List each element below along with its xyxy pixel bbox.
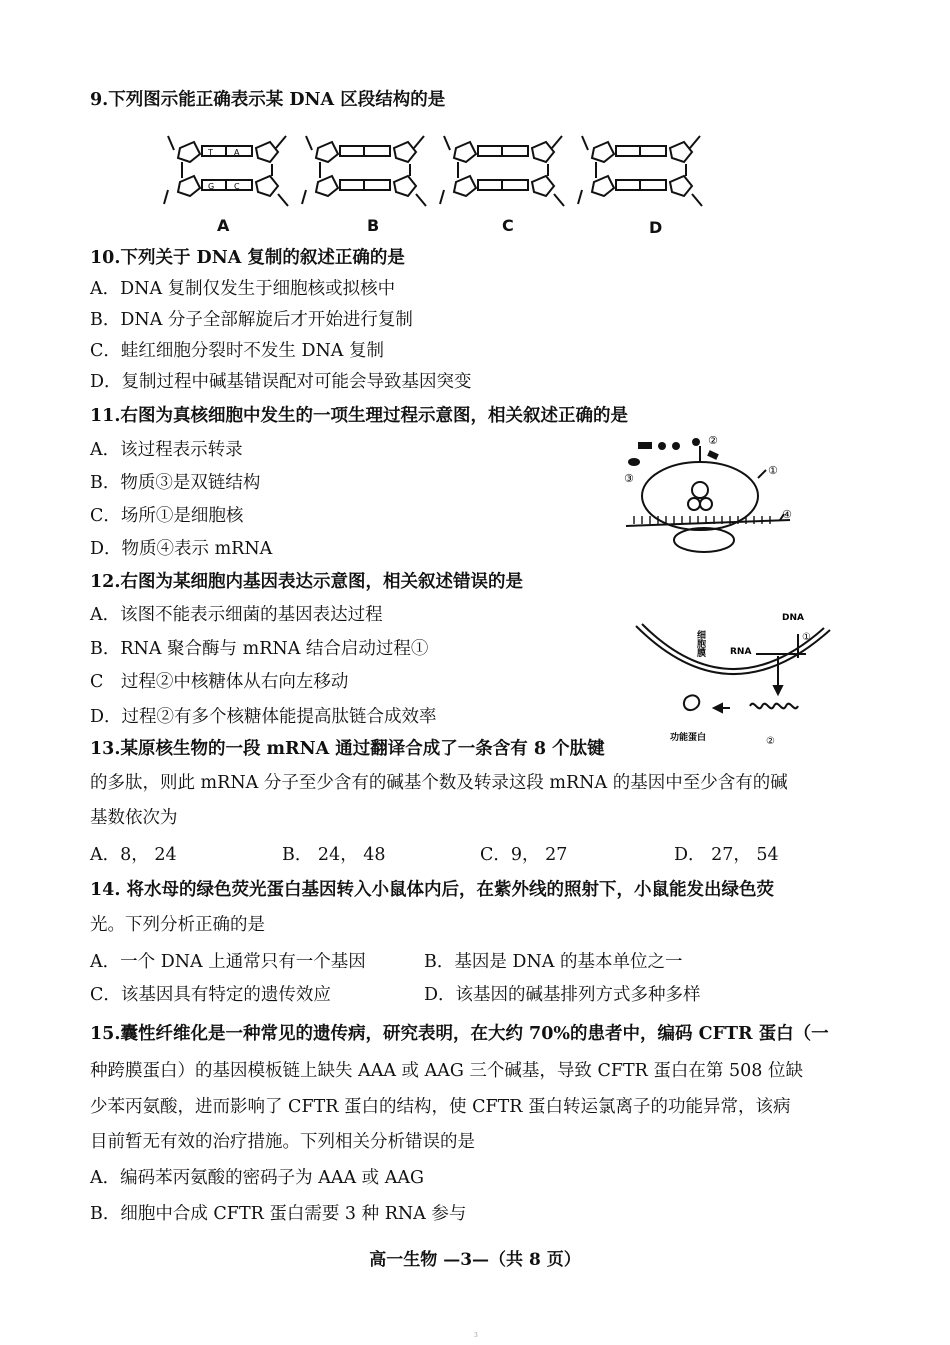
q12-fig-p1: ① bbox=[802, 632, 811, 643]
q12-fig-rna: RNA bbox=[730, 647, 752, 657]
q11-option-c: C．场所①是细胞核 bbox=[90, 506, 244, 526]
q14-option-a: A．一个 DNA 上通常只有一个基因 bbox=[90, 952, 366, 972]
q11-option-a: A．该过程表示转录 bbox=[90, 440, 243, 460]
q11-option-b: B．物质③是双链结构 bbox=[90, 473, 261, 493]
q9-stem: 9.下列图示能正确表示某 DNA 区段结构的是 bbox=[90, 90, 446, 110]
page-number-dot: 3 bbox=[474, 1332, 478, 1339]
q12-gene-expression-figure bbox=[630, 610, 840, 750]
q12-option-c: C 过程②中核糖体从右向左移动 bbox=[90, 672, 349, 692]
q11-translation-figure bbox=[620, 436, 800, 556]
q10-option-b: B．DNA 分子全部解旋后才开始进行复制 bbox=[90, 310, 413, 330]
q10-option-c: C．蛙红细胞分裂时不发生 DNA 复制 bbox=[90, 341, 384, 361]
q12-stem: 12.右图为某细胞内基因表达示意图，相关叙述错误的是 bbox=[90, 572, 523, 592]
q15-option-b: B．细胞中合成 CFTR 蛋白需要 3 种 RNA 参与 bbox=[90, 1204, 467, 1224]
q13-line-3: 基数依次为 bbox=[90, 808, 178, 828]
q12-fig-p2: ② bbox=[766, 736, 775, 747]
q9-label-d: D bbox=[649, 218, 663, 237]
q9-label-b: B bbox=[367, 216, 380, 235]
q15-option-a: A．编码苯丙氨酸的密码子为 AAA 或 AAG bbox=[90, 1168, 424, 1188]
q11-fig-label-2: ② bbox=[708, 436, 718, 447]
page-footer: 高一生物 —3—（共 8 页） bbox=[369, 1250, 581, 1270]
q11-fig-label-4: ④ bbox=[782, 508, 792, 521]
q10-option-d: D．复制过程中碱基错误配对可能会导致基因突变 bbox=[90, 372, 472, 392]
q13-option-b: B． 24， 48 bbox=[282, 845, 386, 865]
q14-line-1: 14. 将水母的绿色荧光蛋白基因转入小鼠体内后，在紫外线的照射下，小鼠能发出绿色荧 bbox=[90, 880, 775, 900]
q11-fig-label-3: ③ bbox=[624, 472, 634, 485]
q13-option-a: A．8， 24 bbox=[90, 845, 177, 865]
q9-label-a: A bbox=[217, 216, 230, 235]
q14-option-d: D．该基因的碱基排列方式多种多样 bbox=[424, 985, 701, 1005]
q13-line-1: 13.某原核生物的一段 mRNA 通过翻译合成了一条含有 8 个肽键 bbox=[90, 739, 605, 759]
q12-fig-protein: 功能蛋白 bbox=[670, 733, 707, 743]
q13-line-2: 的多肽，则此 mRNA 分子至少含有的碱基个数及转录这段 mRNA 的基因中至少含有的碱 bbox=[90, 773, 788, 793]
q9-label-c: C bbox=[502, 216, 514, 235]
q13-option-c: C．9， 27 bbox=[480, 845, 568, 865]
q12-fig-membrane: 细胞膜 bbox=[695, 630, 705, 657]
q15-line-3: 少苯丙氨酸，进而影响了 CFTR 蛋白的结构，使 CFTR 蛋白转运氯离子的功能异常，该病 bbox=[90, 1097, 791, 1117]
q15-line-1: 15.囊性纤维化是一种常见的遗传病，研究表明，在大约 70%的患者中，编码 CFTR 蛋白（一 bbox=[90, 1024, 829, 1044]
q14-option-c: C．该基因具有特定的遗传效应 bbox=[90, 985, 331, 1005]
q11-option-d: D．物质④表示 mRNA bbox=[90, 539, 273, 559]
q15-line-4: 目前暂无有效的治疗措施。下列相关分析错误的是 bbox=[90, 1132, 475, 1152]
q12-option-b: B．RNA 聚合酶与 mRNA 结合启动过程① bbox=[90, 639, 429, 659]
q12-fig-dna: DNA bbox=[782, 613, 804, 623]
svg-text:G: G bbox=[208, 182, 215, 191]
q12-option-a: A．该图不能表示细菌的基因表达过程 bbox=[90, 605, 383, 625]
q14-option-b: B．基因是 DNA 的基本单位之一 bbox=[424, 952, 683, 972]
q13-option-d: D． 27， 54 bbox=[674, 845, 779, 865]
q14-line-2: 光。下列分析正确的是 bbox=[90, 915, 265, 935]
svg-text:T: T bbox=[208, 148, 213, 157]
svg-text:C: C bbox=[234, 182, 240, 191]
q10-stem: 10.下列关于 DNA 复制的叙述正确的是 bbox=[90, 248, 405, 268]
q15-line-2: 种跨膜蛋白）的基因模板链上缺失 AAA 或 AAG 三个碱基，导致 CFTR 蛋白在第 508 位缺 bbox=[90, 1061, 803, 1081]
q11-stem: 11.右图为真核细胞中发生的一项生理过程示意图，相关叙述正确的是 bbox=[90, 406, 628, 426]
q11-fig-label-1: ① bbox=[768, 464, 778, 477]
q10-option-a: A．DNA 复制仅发生于细胞核或拟核中 bbox=[90, 279, 396, 299]
q12-option-d: D．过程②有多个核糖体能提高肽链合成效率 bbox=[90, 707, 437, 727]
svg-text:A: A bbox=[234, 148, 240, 157]
q9-dna-figures bbox=[160, 128, 720, 218]
